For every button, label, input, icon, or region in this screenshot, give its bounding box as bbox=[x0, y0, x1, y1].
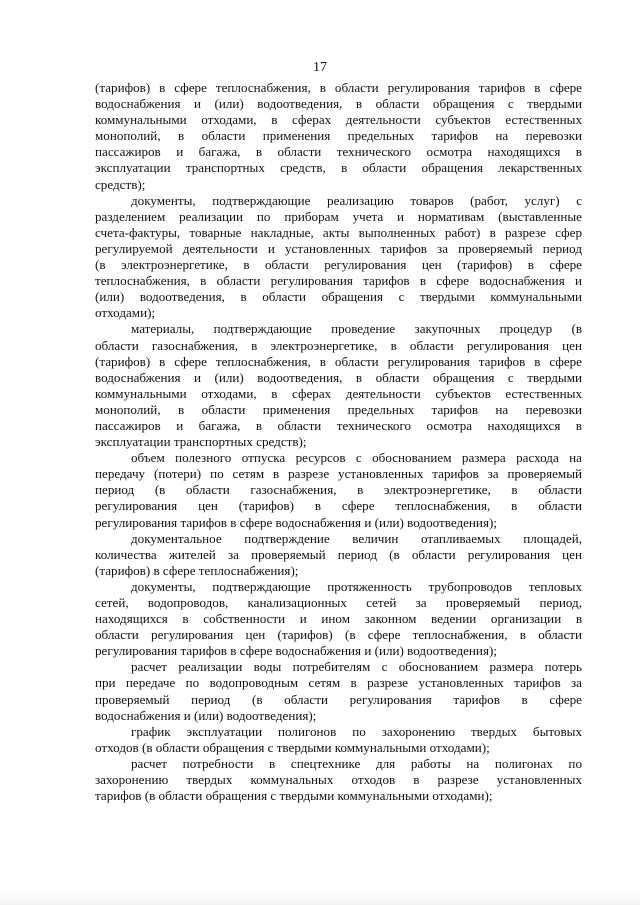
paragraph-line: количества жителей за проверяемый период (в области регулирования цен bbox=[95, 546, 582, 562]
document-body bbox=[95, 80, 582, 804]
paragraph bbox=[95, 450, 582, 530]
paragraph-line: области газоснабжения, в электроэнергетике, в области регулирования цен bbox=[95, 337, 582, 353]
paragraph-line: проверяемый период (в области регулирования тарифов в сфере bbox=[95, 691, 582, 707]
paragraph-line: материалы, подтверждающие проведение закупочных процедур (в bbox=[131, 321, 582, 337]
paragraph-line: разделением реализации по приборам учета и нормативам (выставленные bbox=[95, 208, 582, 224]
paragraph bbox=[95, 531, 582, 579]
paragraph-line: тарифов (в области обращения с твердыми коммунальными отходами); bbox=[95, 788, 493, 804]
paragraph bbox=[95, 756, 582, 804]
paragraph-line: регулирования тарифов в сфере водоснабжения и (или) водоотведения); bbox=[95, 514, 497, 530]
paragraph-line: регулируемой деятельности и установленных тарифов за проверяемый период bbox=[95, 240, 582, 256]
paragraph-line: монополий, в области применения предельных тарифов на перевозки bbox=[95, 401, 582, 417]
paragraph-line: теплоснабжения, в области регулирования тарифов в сфере водоснабжения и bbox=[95, 273, 582, 289]
paragraph-line: (тарифов) в сфере теплоснабжения); bbox=[95, 562, 299, 578]
scan-edge bbox=[0, 893, 640, 905]
paragraph bbox=[95, 659, 582, 723]
paragraph-line: при передаче по водопроводным сетям в разрезе установленных тарифов за bbox=[95, 675, 582, 691]
paragraph-line: пассажиров и багажа, в области технического осмотра находящихся в bbox=[95, 417, 582, 433]
paragraph-line: график эксплуатации полигонов по захоронению твердых бытовых bbox=[131, 723, 582, 739]
paragraph-line: водоснабжения и (или) водоотведения, в области обращения с твердыми bbox=[95, 369, 582, 385]
paragraph-line: расчет реализации воды потребителям с обоснованием размера потерь bbox=[131, 659, 582, 675]
paragraph-line: водоснабжения и (или) водоотведения, в области обращения с твердыми bbox=[95, 96, 582, 112]
paragraph-line: регулирования цен (тарифов) в сфере теплоснабжения, в области bbox=[95, 498, 582, 514]
paragraph-line: (тарифов) в сфере теплоснабжения, в области регулирования тарифов в сфере bbox=[95, 80, 582, 95]
page-number: 17 bbox=[313, 60, 327, 75]
paragraph-line: документальное подтверждение величин отапливаемых площадей, bbox=[131, 530, 582, 546]
paragraph-line: объем полезного отпуска ресурсов с обоснованием размера расхода на bbox=[131, 450, 582, 466]
paragraph-line: коммунальными отходами, в сферах деятельности субъектов естественных bbox=[95, 385, 582, 401]
paragraph-line: (тарифов) в сфере теплоснабжения, в области регулирования тарифов в сфере bbox=[95, 353, 582, 369]
paragraph-line: эксплуатации транспортных средств, в области обращения лекарственных bbox=[95, 160, 582, 176]
paragraph-line: отходами); bbox=[95, 305, 156, 321]
paragraph-line: эксплуатации транспортных средств); bbox=[95, 434, 307, 450]
paragraph-line: сетей, водопроводов, канализационных сетей за проверяемый период, bbox=[95, 595, 582, 610]
paragraph-line: (в электроэнергетике, в области регулирования цен (тарифов) в сфере bbox=[95, 257, 582, 273]
paragraph-line: период (в области газоснабжения, в электроэнергетике, в области bbox=[95, 482, 582, 498]
paragraph-line: находящихся в собственности и ином законном ведении организации в bbox=[95, 611, 582, 627]
paragraph bbox=[95, 579, 582, 659]
paragraph-line: отходов (в области обращения с твердыми коммунальными отходами); bbox=[95, 739, 490, 755]
paragraph-line: документы, подтверждающие протяженность трубопроводов тепловых bbox=[131, 578, 582, 594]
paragraph-line: водоснабжения и (или) водоотведения); bbox=[95, 707, 317, 723]
paragraph-line: средств); bbox=[95, 176, 146, 192]
paragraph bbox=[95, 193, 582, 322]
paragraph bbox=[95, 724, 582, 756]
paragraph-line: документы, подтверждающие реализацию товаров (работ, услуг) с bbox=[131, 192, 582, 208]
paragraph-line: (или) водоотведения, в области обращения с твердыми коммунальными bbox=[95, 289, 582, 305]
paragraph-line: монополий, в области применения предельных тарифов на перевозки bbox=[95, 128, 582, 144]
paragraph-line: передачу (потери) по сетям в разрезе установленных тарифов за проверяемый bbox=[95, 466, 582, 482]
paragraph-line: расчет потребности в спецтехнике для работы на полигонах по bbox=[131, 755, 582, 771]
paragraph-line: области регулирования цен (тарифов) (в сфере теплоснабжения, в области bbox=[95, 627, 582, 643]
paragraph-line: регулирования тарифов в сфере водоснабжения и (или) водоотведения); bbox=[95, 643, 497, 659]
paragraph-line: пассажиров и багажа, в области технического осмотра находящихся в bbox=[95, 144, 582, 160]
paragraph-line: захоронению твердых коммунальных отходов в разрезе установленных bbox=[95, 772, 582, 788]
paragraph bbox=[95, 321, 582, 450]
paragraph-line: счета-фактуры, товарные накладные, акты выполненных работ) в разрезе сфер bbox=[95, 224, 582, 240]
paragraph bbox=[95, 80, 582, 193]
paragraph-line: коммунальными отходами, в сферах деятельности субъектов естественных bbox=[95, 112, 582, 128]
